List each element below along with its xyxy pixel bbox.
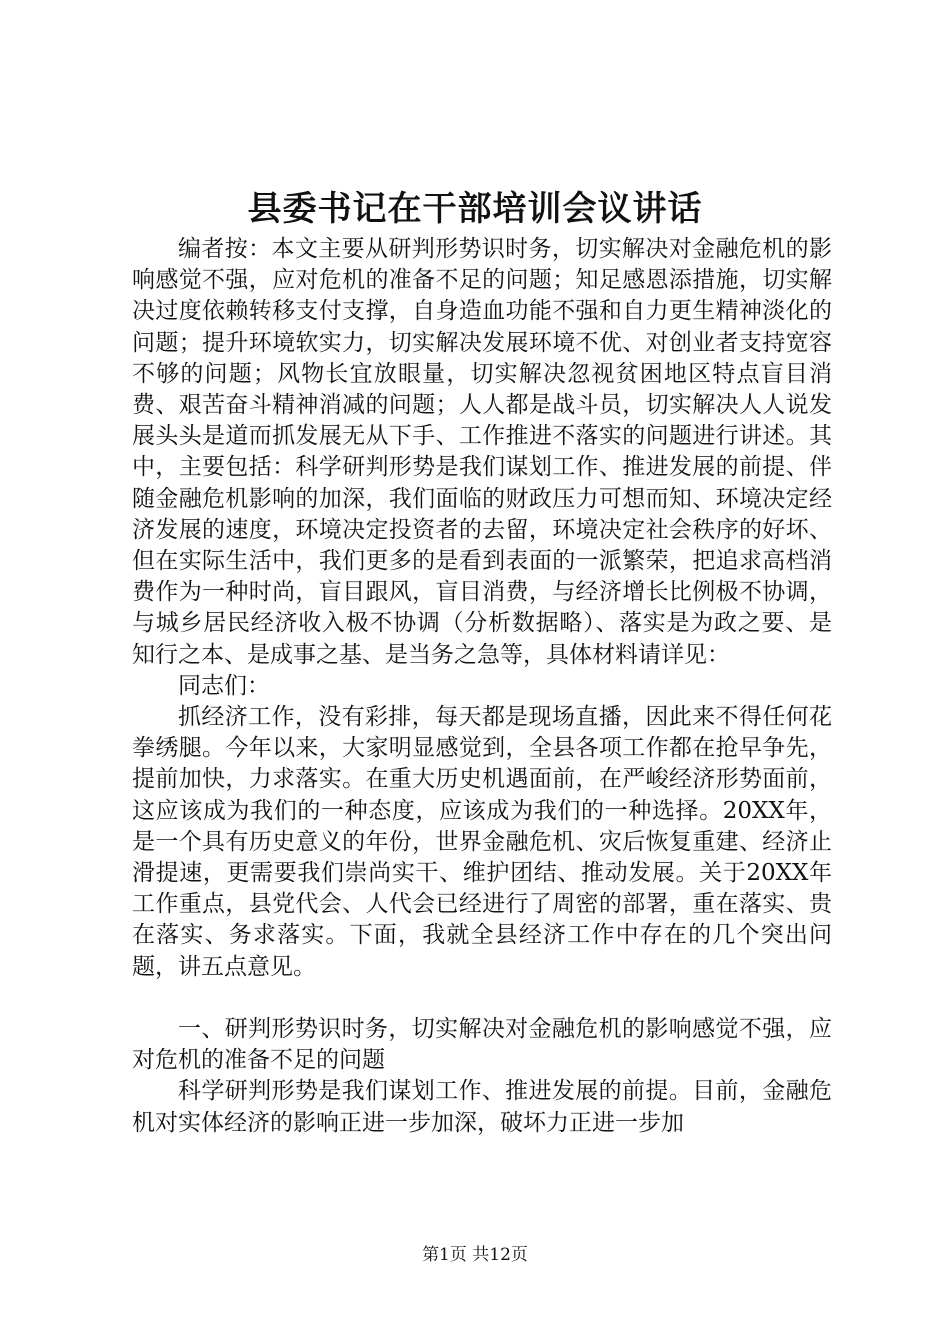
document-title: 县委书记在干部培训会议讲话 xyxy=(247,189,703,229)
body-paragraph: 抓经济工作，没有彩排，每天都是现场直播，因此来不得任何花拳绣腿。今年以来，大家明显感觉到，全县各项工作都在抢早争先，提前加快，力求落实。在重大历史机遇面前，在严峻经济形势面前，这应该成为我们的一种态度，应该成为我们的一种选择。20XX年，是一个具有历史意义的年份，世界金融危机、灾后恢复重建、经济止滑提速，更需要我们崇尚实干、维护团结、推动发展。关于20XX年工作重点，县党代会、人代会已经进行了周密的部署，重在落实、贵在落实、务求落实。下面，我就全县经济工作中存在的几个突出问题，讲五点意见。 xyxy=(132,704,832,980)
document-body xyxy=(132,234,832,1139)
body-paragraph: 科学研判形势是我们谋划工作、推进发展的前提。目前，金融危机对实体经济的影响正进一步加深，破坏力正进一步加 xyxy=(132,1078,832,1136)
salutation-paragraph: 同志们： xyxy=(178,672,270,699)
page-number-footer: 第1页 共12页 xyxy=(422,1245,528,1265)
editor-note-paragraph: 编者按：本文主要从研判形势识时务，切实解决对金融危机的影响感觉不强，应对危机的准备不足的问题；知足感恩添措施，切实解决过度依赖转移支付支撑，自身造血功能不强和自力更生精神淡化的问题；提升环境软实力，切实解决发展环境不优、对创业者支持宽容不够的问题；风物长宜放眼量，切实解决忽视贫困地区特点盲目消费、艰苦奋斗精神消减的问题；人人都是战斗员，切实解决人人说发展头头是道而抓发展无从下手、工作推进不落实的问题进行讲述。其中，主要包括：科学研判形势是我们谋划工作、推进发展的前提、伴随金融危机影响的加深，我们面临的财政压力可想而知、环境决定经济发展的速度，环境决定投资者的去留，环境决定社会秩序的好坏、但在实际生活中，我们更多的是看到表面的一派繁荣，把追求高档消费作为一种时尚，盲目跟风，盲目消费，与经济增长比例极不协调，与城乡居民经济收入极不协调（分析数据略）、落实是为政之要、是知行之本、是成事之基、是当务之急等，具体材料请详见： xyxy=(132,236,832,668)
section-heading-paragraph: 一、研判形势识时务，切实解决对金融危机的影响感觉不强，应对危机的准备不足的问题 xyxy=(132,1016,832,1074)
